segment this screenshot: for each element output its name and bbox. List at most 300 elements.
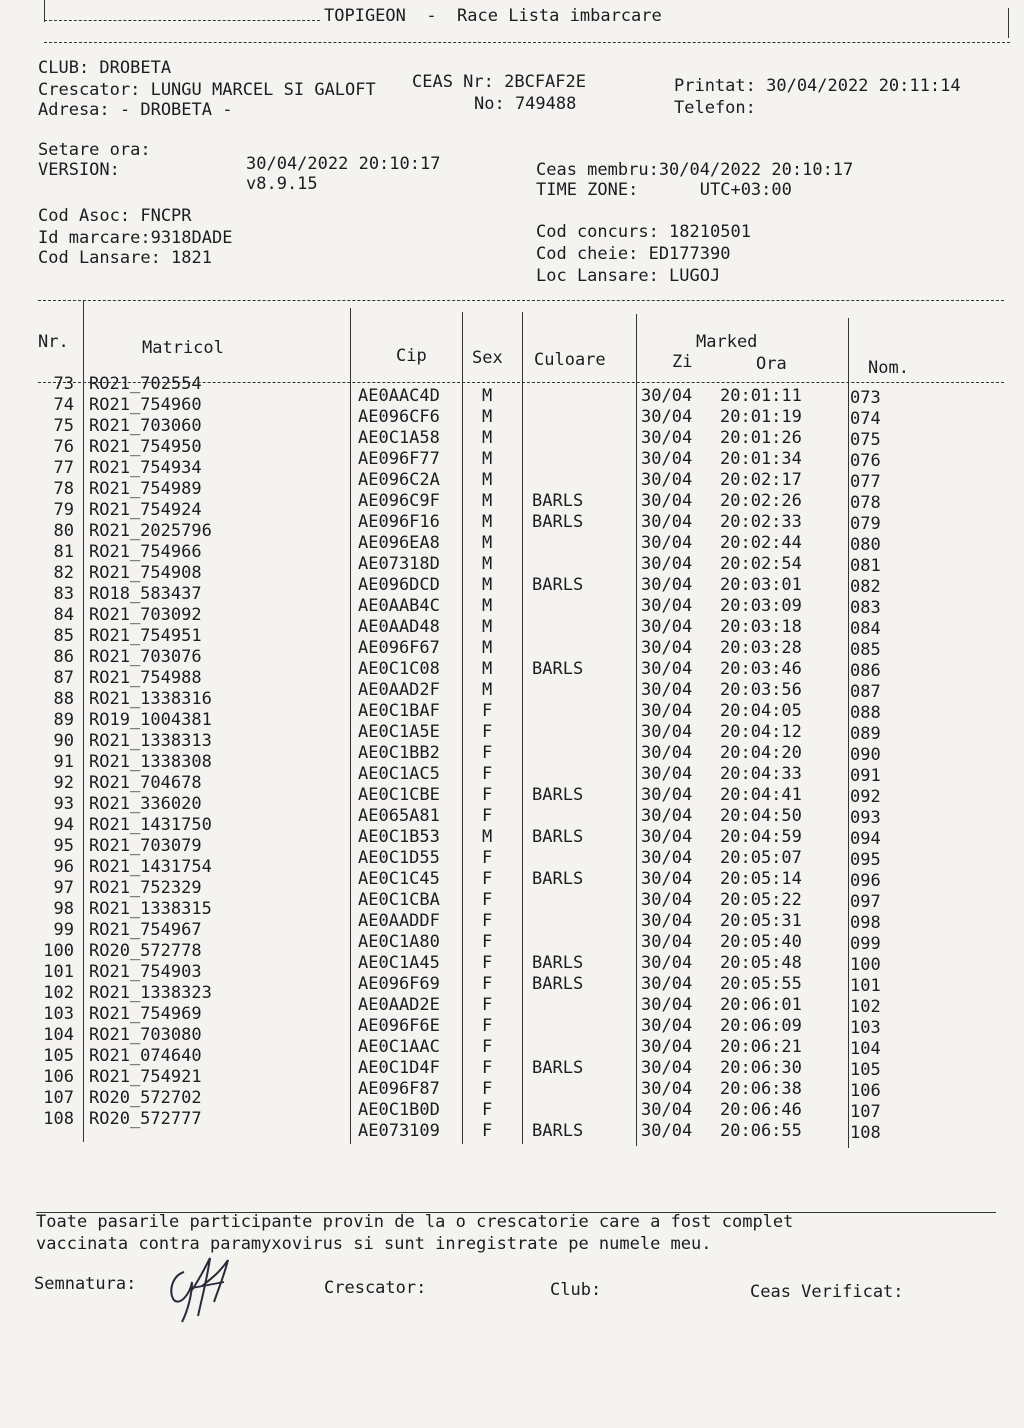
row-cip: AE0C1AAC: [358, 1037, 440, 1057]
row-nom: 083: [850, 598, 881, 618]
row-matricol: RO21_754989: [89, 479, 202, 499]
row-ora: 20:05:40: [720, 932, 802, 952]
ceas-nr-label: CEAS Nr: 2BCFAF2E: [412, 72, 586, 92]
row-zi: 30/04: [641, 1037, 693, 1057]
row-nom: 091: [850, 766, 881, 786]
row-nr: 97: [53, 878, 74, 898]
loc-lansare-label: Loc Lansare: LUGOJ: [536, 266, 721, 286]
row-sex: F: [482, 890, 493, 910]
row-matricol: RO20_572778: [89, 941, 202, 961]
row-cip: AE096C9F: [358, 491, 440, 511]
row-ora: 20:05:48: [720, 953, 802, 973]
row-matricol: RO21_752329: [89, 878, 202, 898]
row-nr: 73: [53, 374, 74, 394]
row-cip: AE0C1B0D: [358, 1100, 440, 1120]
header-culoare: Culoare: [534, 350, 606, 370]
header-ora: Ora: [756, 354, 787, 374]
row-nom: 104: [850, 1039, 881, 1059]
header-zi: Zi: [672, 352, 693, 372]
row-nom: 099: [850, 934, 881, 954]
row-sex: M: [482, 596, 493, 616]
row-nr: 98: [53, 899, 74, 919]
header-sex: Sex: [472, 348, 503, 368]
row-ora: 20:06:55: [720, 1121, 802, 1141]
page-title: TOPIGEON - Race Lista imbarcare: [324, 6, 662, 26]
row-sex: F: [482, 848, 493, 868]
row-cip: AE096C2A: [358, 470, 440, 490]
row-ora: 20:02:44: [720, 533, 802, 553]
row-sex: M: [482, 470, 493, 490]
row-sex: F: [482, 1037, 493, 1057]
row-nr: 84: [53, 605, 74, 625]
row-sex: M: [482, 449, 493, 469]
version-label: VERSION:: [38, 160, 120, 180]
version-value: v8.9.15: [246, 174, 318, 194]
row-sex: F: [482, 974, 493, 994]
row-cip: AE0C1C45: [358, 869, 440, 889]
row-nom: 075: [850, 430, 881, 450]
row-ora: 20:04:33: [720, 764, 802, 784]
row-ora: 20:01:34: [720, 449, 802, 469]
row-matricol: RO21_754921: [89, 1067, 202, 1087]
row-zi: 30/04: [641, 533, 693, 553]
row-zi: 30/04: [641, 1016, 693, 1036]
row-zi: 30/04: [641, 470, 693, 490]
row-matricol: RO21_754903: [89, 962, 202, 982]
header-nr: Nr.: [38, 332, 69, 352]
row-ora: 20:03:01: [720, 575, 802, 595]
vaccination-statement-line2: vaccinata contra paramyxovirus si sunt inregistrate pe numele meu.: [36, 1234, 712, 1254]
row-cip: AE0C1B53: [358, 827, 440, 847]
row-nom: 095: [850, 850, 881, 870]
no-label: No: 749488: [474, 94, 577, 114]
ceas-membru-label: Ceas membru:30/04/2022 20:10:17: [536, 160, 854, 180]
row-matricol: RO21_754969: [89, 1004, 202, 1024]
row-zi: 30/04: [641, 995, 693, 1015]
row-cip: AE096EA8: [358, 533, 440, 553]
setare-ora-value: 30/04/2022 20:10:17: [246, 154, 441, 174]
row-nom: 098: [850, 913, 881, 933]
row-nom: 089: [850, 724, 881, 744]
row-nr: 106: [43, 1067, 74, 1087]
row-nom: 100: [850, 955, 881, 975]
row-cip: AE096CF6: [358, 407, 440, 427]
row-cip: AE0C1D55: [358, 848, 440, 868]
row-zi: 30/04: [641, 953, 693, 973]
row-sex: M: [482, 512, 493, 532]
row-ora: 20:05:14: [720, 869, 802, 889]
row-matricol: RO21_2025796: [89, 521, 212, 541]
row-culoare: BARLS: [532, 659, 584, 679]
row-nr: 81: [53, 542, 74, 562]
row-nom: 079: [850, 514, 881, 534]
vaccination-statement-line1: Toate pasarile participante provin de la o crescatorie care a fost complet: [36, 1212, 794, 1232]
row-zi: 30/04: [641, 806, 693, 826]
row-cip: AE096F67: [358, 638, 440, 658]
ceas-verificat-label: Ceas Verificat:: [750, 1282, 904, 1302]
row-ora: 20:03:56: [720, 680, 802, 700]
row-cip: AE0AAD2E: [358, 995, 440, 1015]
row-sex: M: [482, 827, 493, 847]
row-culoare: BARLS: [532, 974, 584, 994]
row-zi: 30/04: [641, 638, 693, 658]
row-zi: 30/04: [641, 386, 693, 406]
row-sex: M: [482, 554, 493, 574]
row-ora: 20:02:54: [720, 554, 802, 574]
row-matricol: RO20_572702: [89, 1088, 202, 1108]
row-nr: 91: [53, 752, 74, 772]
row-zi: 30/04: [641, 827, 693, 847]
row-nr: 90: [53, 731, 74, 751]
row-nr: 89: [53, 710, 74, 730]
row-ora: 20:06:30: [720, 1058, 802, 1078]
row-ora: 20:06:09: [720, 1016, 802, 1036]
row-sex: F: [482, 701, 493, 721]
row-nr: 94: [53, 815, 74, 835]
row-sex: F: [482, 785, 493, 805]
row-nom: 085: [850, 640, 881, 660]
row-ora: 20:04:12: [720, 722, 802, 742]
row-cip: AE0C1D4F: [358, 1058, 440, 1078]
row-ora: 20:03:46: [720, 659, 802, 679]
row-matricol: RO21_754988: [89, 668, 202, 688]
row-zi: 30/04: [641, 785, 693, 805]
cod-concurs-label: Cod concurs: 18210501: [536, 222, 751, 242]
row-matricol: RO21_1431750: [89, 815, 212, 835]
crescator-signature-label: Crescator:: [324, 1278, 427, 1298]
row-nr: 102: [43, 983, 74, 1003]
row-nom: 096: [850, 871, 881, 891]
row-zi: 30/04: [641, 743, 693, 763]
row-nr: 103: [43, 1004, 74, 1024]
row-matricol: RO21_703080: [89, 1025, 202, 1045]
row-sex: F: [482, 806, 493, 826]
row-sex: M: [482, 659, 493, 679]
row-matricol: RO21_754924: [89, 500, 202, 520]
row-nom: 088: [850, 703, 881, 723]
row-nom: 094: [850, 829, 881, 849]
row-zi: 30/04: [641, 617, 693, 637]
row-culoare: BARLS: [532, 953, 584, 973]
row-ora: 20:02:17: [720, 470, 802, 490]
row-culoare: BARLS: [532, 512, 584, 532]
row-matricol: RO21_1338323: [89, 983, 212, 1003]
header-marked: Marked: [696, 332, 758, 352]
top-right-tick: [1008, 8, 1009, 38]
row-nom: 097: [850, 892, 881, 912]
row-culoare: BARLS: [532, 1058, 584, 1078]
row-sex: M: [482, 386, 493, 406]
row-cip: AE096F16: [358, 512, 440, 532]
row-nr: 79: [53, 500, 74, 520]
row-cip: AE0AADDF: [358, 911, 440, 931]
row-ora: 20:04:20: [720, 743, 802, 763]
row-nom: 073: [850, 388, 881, 408]
row-matricol: RO21_336020: [89, 794, 202, 814]
row-matricol: RO21_754951: [89, 626, 202, 646]
row-ora: 20:05:07: [720, 848, 802, 868]
row-nr: 93: [53, 794, 74, 814]
row-matricol: RO21_1338313: [89, 731, 212, 751]
row-zi: 30/04: [641, 407, 693, 427]
row-matricol: RO21_754960: [89, 395, 202, 415]
row-cip: AE0AAD2F: [358, 680, 440, 700]
row-matricol: RO21_074640: [89, 1046, 202, 1066]
row-cip: AE0AAD48: [358, 617, 440, 637]
row-nr: 108: [43, 1109, 74, 1129]
row-cip: AE0C1AC5: [358, 764, 440, 784]
row-nom: 105: [850, 1060, 881, 1080]
row-sex: F: [482, 995, 493, 1015]
row-cip: AE0AAC4D: [358, 386, 440, 406]
row-ora: 20:04:59: [720, 827, 802, 847]
row-nom: 078: [850, 493, 881, 513]
row-nom: 090: [850, 745, 881, 765]
row-nr: 74: [53, 395, 74, 415]
cod-cheie-label: Cod cheie: ED177390: [536, 244, 731, 264]
table-top-rule: [38, 300, 1004, 301]
row-zi: 30/04: [641, 974, 693, 994]
row-nr: 99: [53, 920, 74, 940]
row-cip: AE0C1C08: [358, 659, 440, 679]
row-nom: 106: [850, 1081, 881, 1101]
row-ora: 20:01:26: [720, 428, 802, 448]
header-cip: Cip: [396, 346, 427, 366]
row-zi: 30/04: [641, 575, 693, 595]
row-matricol: RO19_1004381: [89, 710, 212, 730]
row-matricol: RO18_583437: [89, 584, 202, 604]
row-ora: 20:05:22: [720, 890, 802, 910]
id-marcare-label: Id marcare:9318DADE: [38, 228, 233, 248]
row-ora: 20:06:46: [720, 1100, 802, 1120]
cod-lansare-label: Cod Lansare: 1821: [38, 248, 212, 268]
row-cip: AE07318D: [358, 554, 440, 574]
row-sex: M: [482, 617, 493, 637]
row-nom: 093: [850, 808, 881, 828]
row-cip: AE0C1BAF: [358, 701, 440, 721]
row-nr: 96: [53, 857, 74, 877]
row-ora: 20:04:50: [720, 806, 802, 826]
row-cip: AE065A81: [358, 806, 440, 826]
row-zi: 30/04: [641, 911, 693, 931]
row-cip: AE0C1A80: [358, 932, 440, 952]
header-matricol: Matricol: [142, 338, 224, 358]
row-matricol: RO21_1338316: [89, 689, 212, 709]
row-nr: 85: [53, 626, 74, 646]
printat-label: Printat: 30/04/2022 20:11:14: [674, 76, 961, 96]
row-zi: 30/04: [641, 680, 693, 700]
row-zi: 30/04: [641, 428, 693, 448]
row-zi: 30/04: [641, 701, 693, 721]
row-nom: 084: [850, 619, 881, 639]
row-zi: 30/04: [641, 1058, 693, 1078]
row-nom: 080: [850, 535, 881, 555]
row-matricol: RO21_754908: [89, 563, 202, 583]
row-nom: 101: [850, 976, 881, 996]
row-nr: 77: [53, 458, 74, 478]
row-zi: 30/04: [641, 1079, 693, 1099]
row-cip: AE096F69: [358, 974, 440, 994]
row-culoare: BARLS: [532, 869, 584, 889]
row-cip: AE073109: [358, 1121, 440, 1141]
row-nom: 092: [850, 787, 881, 807]
row-ora: 20:03:09: [720, 596, 802, 616]
table-row: [36, 1109, 1006, 1143]
row-sex: M: [482, 575, 493, 595]
row-zi: 30/04: [641, 890, 693, 910]
row-zi: 30/04: [641, 932, 693, 952]
row-sex: M: [482, 533, 493, 553]
top-left-tick: [44, 0, 45, 22]
row-nom: 081: [850, 556, 881, 576]
row-matricol: RO21_754966: [89, 542, 202, 562]
row-sex: F: [482, 869, 493, 889]
row-nr: 100: [43, 941, 74, 961]
row-nr: 95: [53, 836, 74, 856]
header-rule-left: [44, 20, 320, 21]
row-matricol: RO21_754967: [89, 920, 202, 940]
row-matricol: RO21_1338308: [89, 752, 212, 772]
row-sex: F: [482, 953, 493, 973]
adresa-label: Adresa: - DROBETA -: [38, 100, 233, 120]
row-sex: M: [482, 428, 493, 448]
row-nom: 077: [850, 472, 881, 492]
row-cip: AE096F77: [358, 449, 440, 469]
row-zi: 30/04: [641, 1121, 693, 1141]
row-nom: 087: [850, 682, 881, 702]
header-nom: Nom.: [868, 358, 909, 378]
row-cip: AE0AAB4C: [358, 596, 440, 616]
row-nom: 103: [850, 1018, 881, 1038]
row-nr: 82: [53, 563, 74, 583]
row-nr: 78: [53, 479, 74, 499]
row-nr: 75: [53, 416, 74, 436]
row-nr: 107: [43, 1088, 74, 1108]
row-matricol: RO21_703060: [89, 416, 202, 436]
row-nr: 86: [53, 647, 74, 667]
row-cip: AE0C1BB2: [358, 743, 440, 763]
row-culoare: BARLS: [532, 827, 584, 847]
header-rule: [44, 42, 1010, 43]
row-ora: 20:02:26: [720, 491, 802, 511]
row-sex: F: [482, 722, 493, 742]
row-matricol: RO21_703076: [89, 647, 202, 667]
row-culoare: BARLS: [532, 785, 584, 805]
setare-ora-label: Setare ora:: [38, 140, 151, 160]
telefon-label: Telefon:: [674, 98, 756, 118]
row-zi: 30/04: [641, 512, 693, 532]
row-zi: 30/04: [641, 1100, 693, 1120]
row-nr: 80: [53, 521, 74, 541]
row-zi: 30/04: [641, 848, 693, 868]
row-sex: F: [482, 1100, 493, 1120]
row-sex: M: [482, 680, 493, 700]
row-nr: 101: [43, 962, 74, 982]
row-matricol: RO21_1431754: [89, 857, 212, 877]
row-cip: AE0C1A58: [358, 428, 440, 448]
row-ora: 20:04:41: [720, 785, 802, 805]
row-sex: F: [482, 932, 493, 952]
row-nom: 082: [850, 577, 881, 597]
row-matricol: RO21_703092: [89, 605, 202, 625]
row-nom: 074: [850, 409, 881, 429]
row-sex: M: [482, 407, 493, 427]
row-ora: 20:01:19: [720, 407, 802, 427]
row-nr: 87: [53, 668, 74, 688]
row-zi: 30/04: [641, 554, 693, 574]
row-sex: M: [482, 638, 493, 658]
row-nr: 76: [53, 437, 74, 457]
row-ora: 20:03:18: [720, 617, 802, 637]
handwritten-signature-icon: [162, 1250, 234, 1326]
row-nr: 88: [53, 689, 74, 709]
row-matricol: RO20_572777: [89, 1109, 202, 1129]
row-ora: 20:06:01: [720, 995, 802, 1015]
row-cip: AE096DCD: [358, 575, 440, 595]
row-cip: AE0C1CBA: [358, 890, 440, 910]
row-nr: 105: [43, 1046, 74, 1066]
row-ora: 20:05:55: [720, 974, 802, 994]
time-zone-label: TIME ZONE: UTC+03:00: [536, 180, 792, 200]
row-zi: 30/04: [641, 491, 693, 511]
row-ora: 20:01:11: [720, 386, 802, 406]
row-cip: AE0C1A5E: [358, 722, 440, 742]
row-sex: F: [482, 1079, 493, 1099]
row-nom: 076: [850, 451, 881, 471]
club-signature-label: Club:: [550, 1280, 602, 1300]
row-culoare: BARLS: [532, 1121, 584, 1141]
row-nr: 92: [53, 773, 74, 793]
row-zi: 30/04: [641, 596, 693, 616]
row-matricol: RO21_702554: [89, 374, 202, 394]
row-matricol: RO21_754934: [89, 458, 202, 478]
row-nom: 086: [850, 661, 881, 681]
row-sex: F: [482, 764, 493, 784]
row-ora: 20:04:05: [720, 701, 802, 721]
row-zi: 30/04: [641, 869, 693, 889]
row-matricol: RO21_704678: [89, 773, 202, 793]
club-label: CLUB: DROBETA: [38, 58, 172, 78]
row-nom: 108: [850, 1123, 881, 1143]
row-zi: 30/04: [641, 659, 693, 679]
row-sex: F: [482, 743, 493, 763]
row-nom: 102: [850, 997, 881, 1017]
row-nr: 83: [53, 584, 74, 604]
semnatura-label: Semnatura:: [34, 1274, 137, 1294]
row-zi: 30/04: [641, 722, 693, 742]
row-zi: 30/04: [641, 764, 693, 784]
row-ora: 20:02:33: [720, 512, 802, 532]
row-sex: F: [482, 1016, 493, 1036]
row-matricol: RO21_703079: [89, 836, 202, 856]
row-sex: F: [482, 1058, 493, 1078]
cod-asoc-label: Cod Asoc: FNCPR: [38, 206, 192, 226]
row-culoare: BARLS: [532, 491, 584, 511]
row-nom: 107: [850, 1102, 881, 1122]
row-cip: AE0C1A45: [358, 953, 440, 973]
row-sex: F: [482, 1121, 493, 1141]
row-sex: M: [482, 491, 493, 511]
row-cip: AE096F6E: [358, 1016, 440, 1036]
row-zi: 30/04: [641, 449, 693, 469]
crescator-label: Crescator: LUNGU MARCEL SI GALOFT: [38, 80, 376, 100]
row-cip: AE0C1CBE: [358, 785, 440, 805]
row-ora: 20:06:38: [720, 1079, 802, 1099]
row-ora: 20:06:21: [720, 1037, 802, 1057]
row-nr: 104: [43, 1025, 74, 1045]
row-culoare: BARLS: [532, 575, 584, 595]
row-matricol: RO21_1338315: [89, 899, 212, 919]
